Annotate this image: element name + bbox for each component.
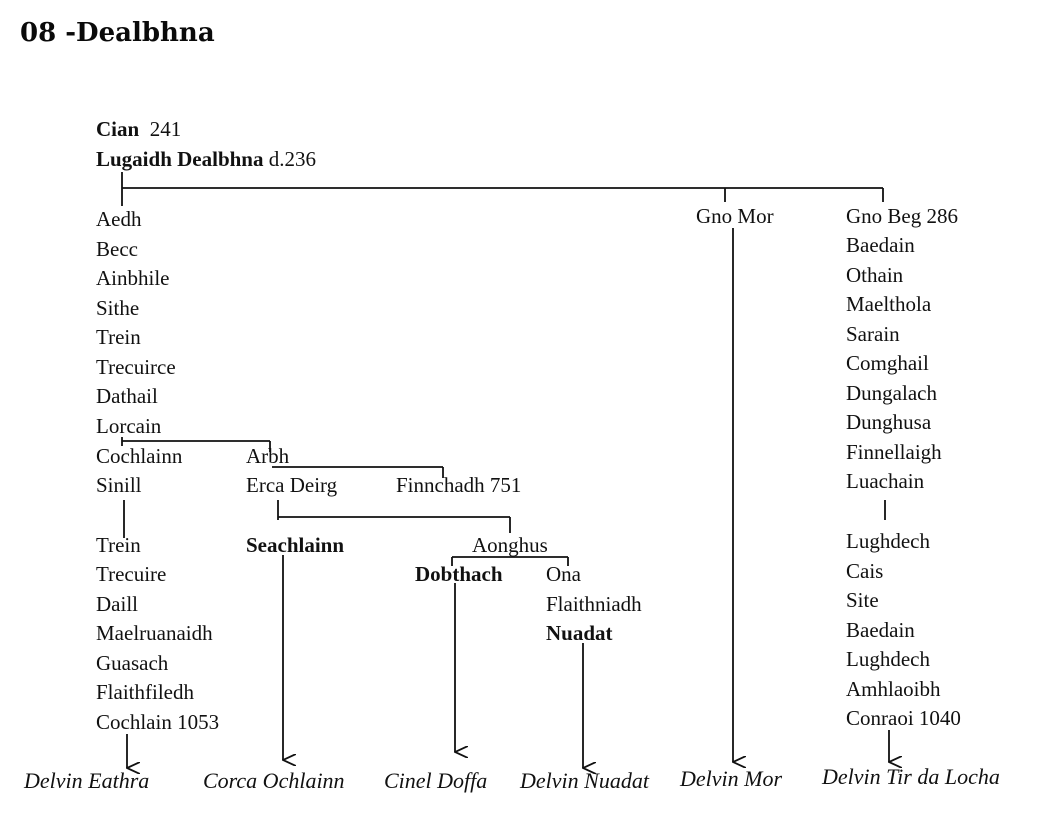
- person: Comghail: [846, 351, 929, 375]
- person: Trein: [96, 325, 141, 349]
- person: Trein: [96, 533, 141, 557]
- person-date: d.236: [268, 147, 316, 171]
- person-finnchadh: Finnchadh 751: [396, 473, 522, 497]
- branch-label-cinel-doffa: Cinel Doffa: [384, 768, 488, 793]
- person-name: Lugaidh Dealbhna: [96, 147, 264, 171]
- person: Sarain: [846, 322, 900, 346]
- person: Cochlainn: [96, 444, 183, 468]
- person: Aedh: [96, 207, 142, 231]
- person: Dungalach: [846, 381, 937, 405]
- person-nuadat: Nuadat: [546, 621, 613, 645]
- person-name: Cian: [96, 117, 140, 141]
- person: Becc: [96, 237, 138, 261]
- person: Baedain: [846, 618, 915, 642]
- person: Othain: [846, 263, 904, 287]
- branch-label-delvin-eathra: Delvin Eathra: [24, 768, 150, 793]
- branch-label-delvin-mor: Delvin Mor: [680, 766, 783, 791]
- person: Lughdech: [846, 529, 930, 553]
- person-date: 241: [149, 117, 182, 141]
- person: Site: [846, 588, 879, 612]
- branch-label-corca-ochlainn: Corca Ochlainn: [203, 768, 345, 793]
- person-dobthach: Dobthach: [415, 562, 503, 586]
- person: Gno Beg 286: [846, 204, 958, 228]
- person-flaithniadh: Flaithniadh: [546, 592, 642, 616]
- person: Trecuire: [96, 562, 167, 586]
- person: Lorcain: [96, 414, 162, 438]
- person: Daill: [96, 592, 138, 616]
- person: Conraoi 1040: [846, 706, 961, 730]
- person: Luachain: [846, 469, 925, 493]
- person: Dathail: [96, 384, 158, 408]
- person-erca-deirg: Erca Deirg: [246, 473, 338, 497]
- branch-label-delvin-tir-da-locha: Delvin Tir da Locha: [822, 764, 1000, 789]
- person: Sinill: [96, 473, 142, 497]
- person-lugaidh-dealbhna: [96, 147, 316, 171]
- person: Maelthola: [846, 292, 932, 316]
- person: Cais: [846, 559, 884, 583]
- person-arbh: Arbh: [246, 444, 290, 468]
- person: Sithe: [96, 296, 140, 320]
- person: Guasach: [96, 651, 169, 675]
- person: Dunghusa: [846, 410, 932, 434]
- branch-label-delvin-nuadat: Delvin Nuadat: [520, 768, 649, 793]
- person-aonghus: Aonghus: [472, 533, 548, 557]
- person: Flaithfiledh: [96, 680, 194, 704]
- person-cian: [96, 117, 181, 141]
- person: Trecuirce: [96, 355, 176, 379]
- person: Amhlaoibh: [846, 677, 941, 701]
- person: Cochlain 1053: [96, 710, 220, 734]
- person-seachlainn: Seachlainn: [246, 533, 345, 557]
- person: Lughdech: [846, 647, 930, 671]
- page-title: 08 -Dealbhna: [20, 18, 215, 48]
- person-gno-mor: Gno Mor: [696, 204, 774, 228]
- person: Baedain: [846, 233, 915, 257]
- person: Maelruanaidh: [96, 621, 213, 645]
- person: Finnellaigh: [846, 440, 942, 464]
- person-ona: Ona: [546, 562, 581, 586]
- person: Ainbhile: [96, 266, 170, 290]
